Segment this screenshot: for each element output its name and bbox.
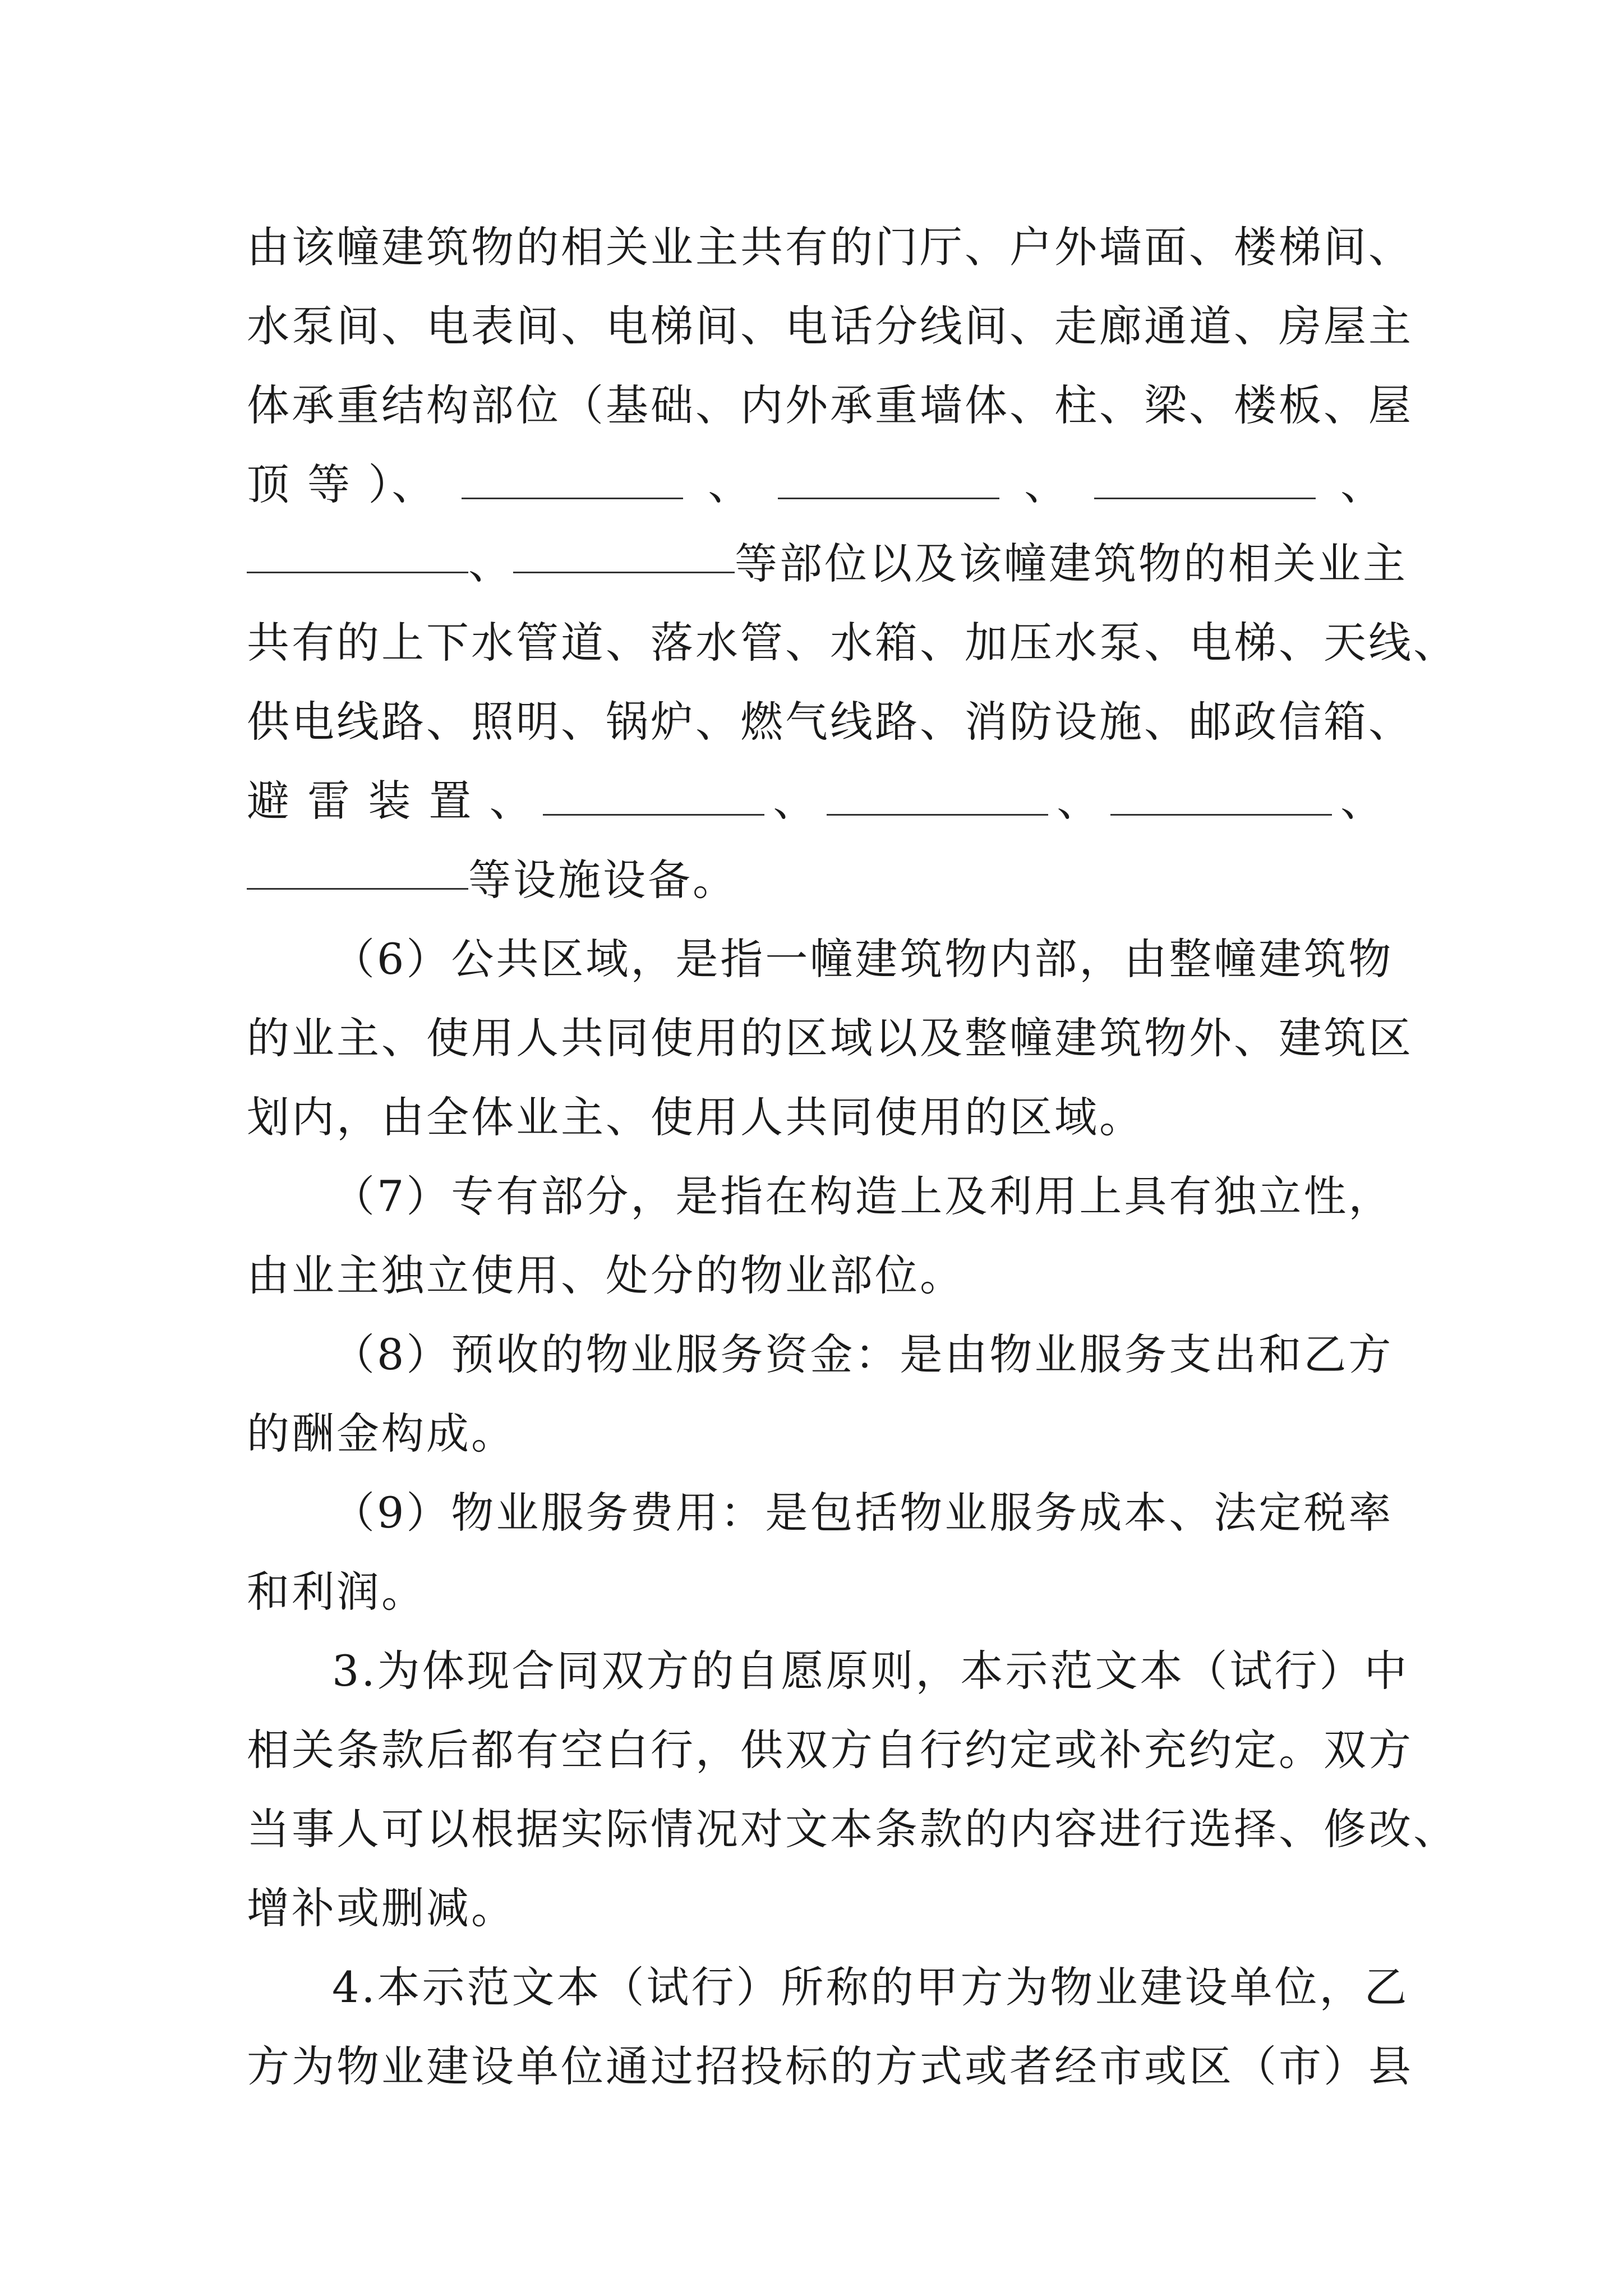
separator: 、 (1024, 459, 1069, 509)
text-line: 体承重结构部位（基础、内外承重墙体、柱、梁、楼板、屋 (247, 380, 1413, 430)
separator: 、 (468, 539, 513, 588)
text-line: 共有的上下水管道、落水管、水箱、加压水泵、电梯、天线、 (247, 618, 1458, 668)
text-line-with-blanks (247, 445, 1385, 524)
line-prefix: 避 雷 装 置 、 (247, 776, 534, 826)
text-line: 增补或删减。 (247, 1883, 516, 1933)
text-line: 水泵间、电表间、电梯间、电话分线间、走廊通道、房屋主 (247, 301, 1413, 351)
line-tail: 等设施设备。 (468, 855, 737, 905)
fill-in-blank[interactable] (827, 814, 1048, 816)
text-line: 划内，由全体业主、使用人共同使用的区域。 (247, 1092, 1144, 1142)
fill-in-blank[interactable] (1110, 814, 1332, 816)
text-line: 当事人可以根据实际情况对文本条款的内容进行选择、修改、 (247, 1804, 1458, 1854)
text-line: 由业主独立使用、处分的物业部位。 (247, 1250, 965, 1300)
paragraph-first-line: （8）预收的物业服务资金：是由物业服务支出和乙方 (332, 1329, 1394, 1379)
text-line: 供电线路、照明、锅炉、燃气线路、消防设施、邮政信箱、 (247, 697, 1413, 747)
fill-in-blank[interactable] (778, 498, 999, 499)
fill-in-blank[interactable] (513, 572, 735, 573)
line-prefix: 顶 等 ）、 (247, 459, 437, 509)
text-line: 方为物业建设单位通过招投标的方式或者经市或区（市）县 (247, 2041, 1413, 2091)
text-line: 相关条款后都有空白行，供双方自行约定或补充约定。双方 (247, 1725, 1413, 1775)
text-line: 由该幢建筑物的相关业主共有的门厅、户外墙面、楼梯间、 (247, 222, 1413, 272)
separator: 、 (1340, 776, 1385, 826)
line-tail: 等部位以及该幢建筑物的相关业主 (735, 539, 1408, 588)
separator: 、 (1057, 776, 1102, 826)
text-line-with-blanks (247, 524, 1408, 603)
separator: 、 (708, 459, 753, 509)
text-line-with-blanks (247, 840, 1385, 919)
fill-in-blank[interactable] (1094, 498, 1316, 499)
document-body (247, 208, 1458, 2106)
separator: 、 (1340, 459, 1385, 509)
separator: 、 (773, 776, 818, 826)
text-line: 的业主、使用人共同使用的区域以及整幢建筑物外、建筑区 (247, 1013, 1413, 1063)
text-line: 的酬金构成。 (247, 1409, 516, 1458)
fill-in-blank[interactable] (247, 572, 468, 573)
paragraph-first-line: （9）物业服务费用：是包括物业服务成本、法定税率 (332, 1488, 1394, 1538)
text-line-with-blanks (247, 761, 1385, 840)
paragraph-first-line: （6）公共区域，是指一幢建筑物内部，由整幢建筑物 (332, 934, 1394, 984)
fill-in-blank[interactable] (462, 498, 683, 499)
paragraph-first-line: （7）专有部分，是指在构造上及利用上具有独立性， (332, 1171, 1394, 1221)
text-line: 和利润。 (247, 1567, 426, 1617)
paragraph-first-line: 4.本示范文本（试行）所称的甲方为物业建设单位，乙 (332, 1962, 1409, 2012)
paragraph-first-line: 3.为体现合同双方的自愿原则，本示范文本（试行）中 (332, 1646, 1409, 1696)
fill-in-blank[interactable] (543, 814, 764, 816)
fill-in-blank[interactable] (247, 888, 468, 890)
